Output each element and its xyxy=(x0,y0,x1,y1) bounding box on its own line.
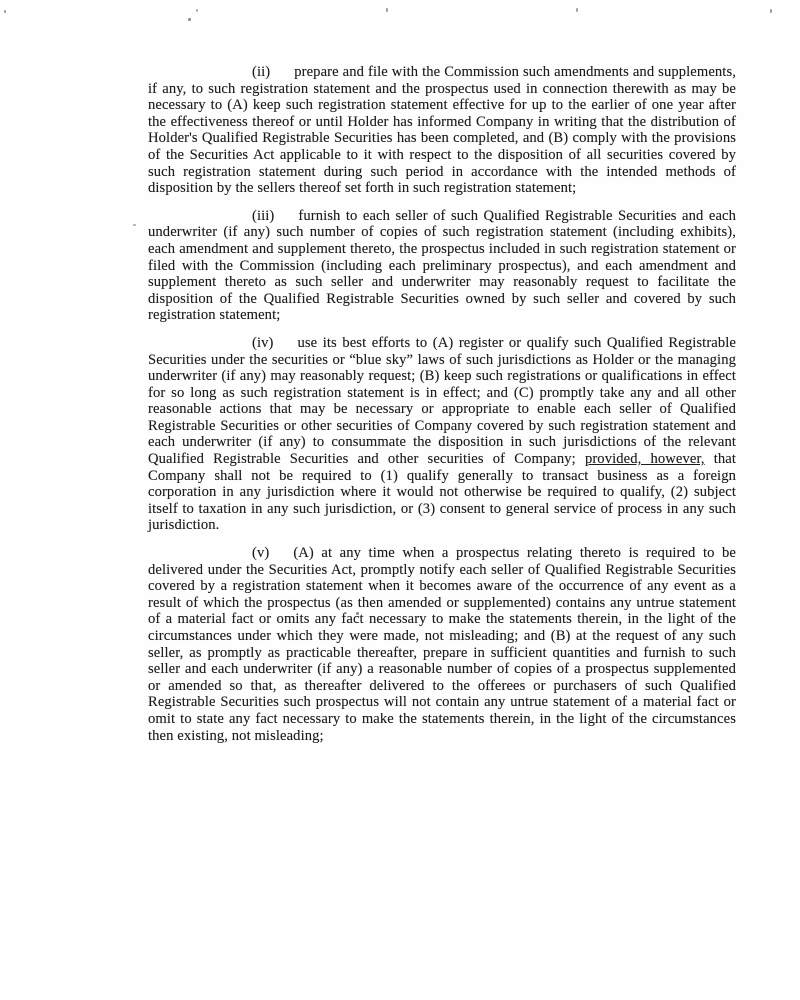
clause-iii-label: (iii) xyxy=(252,207,275,224)
clause-iv-label: (iv) xyxy=(252,334,274,351)
clause-iii-paragraph xyxy=(148,208,736,324)
clause-iii-text: furnish to each seller of such Qualified Registrable Securities and each underwriter (if any) such number of copies of such registration statement (including exhibits), each amendment and supplement thereto, the prospectus included in such registration statement or filed with the Commission (including each preliminary prospectus), and each amendment and supplement thereto as such seller and underwriter may reasonably request to facilitate the disposition of the Qualified Registrable Securities owned by such seller and covered by such registration statement; xyxy=(148,207,736,324)
clause-iv-underlined-proviso: provided, however, xyxy=(584,451,705,468)
scan-speck xyxy=(770,9,772,13)
clause-v-paragraph xyxy=(148,545,736,744)
clause-ii-label: (ii) xyxy=(252,64,271,80)
scan-speck xyxy=(188,18,191,21)
clause-ii-text: prepare and file with the Commission such amendments and supplements, if any, to such registration statement and the prospectus used in connection therewith as may be necessary to (A) keep such registration statement effective for up to the earlier of one year after the effectiveness thereof or until Holder has informed Company in writing that the distribution of Holder's Qualified Registrable Securities has been completed, and (B) comply with the provisions of the Securities Act applicable to it with respect to the disposition of all securities covered by such registration statement during such period in accordance with the intended methods of disposition by the sellers thereof set forth in such registration statement; xyxy=(148,64,736,197)
clause-iv-paragraph xyxy=(148,335,736,534)
scan-speck xyxy=(576,8,578,12)
clause-iv-text-after: that Company shall not be required to (1) qualify generally to transact business as a foreign corporation in any jurisdiction where it would not otherwise be required to qualify, (2) subject itself to taxation in any such jurisdiction, or (3) consent to general service of process in any such jurisdiction. xyxy=(148,451,737,534)
scan-speck xyxy=(386,8,388,12)
clause-ii-paragraph xyxy=(148,64,736,197)
scan-speck xyxy=(133,224,136,226)
scan-speck xyxy=(4,10,6,13)
document-body-text xyxy=(148,64,736,755)
clause-v-label: (v) xyxy=(252,545,270,562)
clause-v-text: (A) at any time when a prospectus relating thereto is required to be delivered under the Securities Act, promptly notify each seller of Qualified Registrable Securities covered by a registration statement when it becomes aware of the occurrence of any event as a result of which the prospectus (as then amended or supplemented) contains any untrue statement of a material fact or omits any fact necessary to make the statements therein, in the light of the circumstances under which they were made, not misleading; and (B) at the request of any such seller, as promptly as practicable thereafter, prepare in sufficient quantities and furnish to such seller and each underwriter (if any) a reasonable number of copies of a prospectus supplemented or amended so that, as thereafter delivered to the offerees or purchasers of such Qualified Registrable Securities such prospectus will not contain any untrue statement of a material fact or omit to state any fact necessary to make the statements therein, in the light of the circumstances then existing, not misleading; xyxy=(148,545,736,744)
clause-iv-text-before: use its best efforts to (A) register or qualify such Qualified Registrable Securities under the securities or “blue sky” laws of such jurisdictions as Holder or the managing underwriter (if any) may reasonably request; (B) keep such registrations or qualifications in effect for so long as such registration statement is in effect; and (C) promptly take any and all other reasonable actions that may be necessary or appropriate to enable each seller of Qualified Registrable Securities or other securities of Company covered by such registration statement and each underwriter (if any) to consummate the disposition in such jurisdictions of the relevant Qualified Registrable Securities and other securities of Company; xyxy=(148,334,736,468)
scan-speck xyxy=(196,9,198,12)
